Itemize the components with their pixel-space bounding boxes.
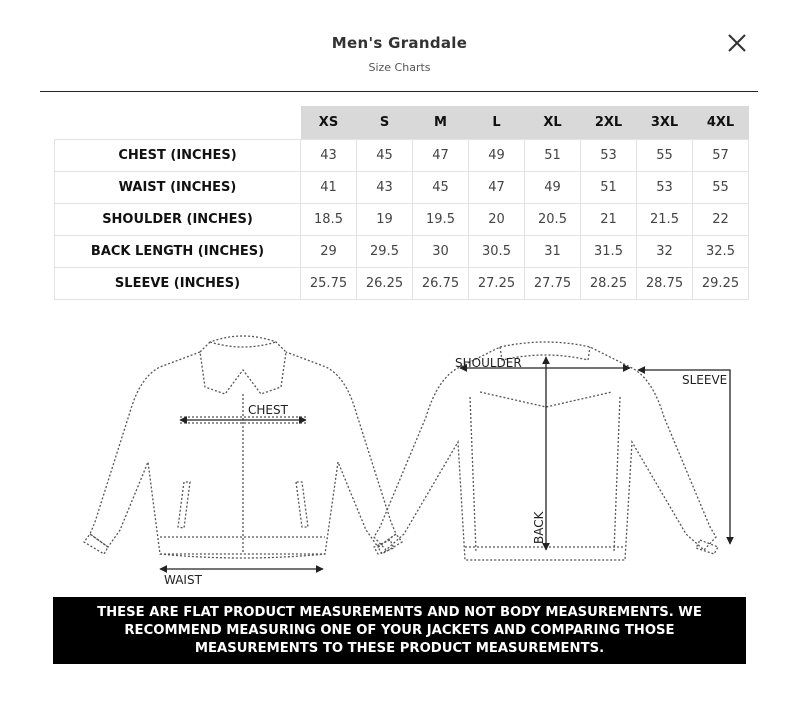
size-header: XS: [301, 106, 357, 140]
sleeve-measure-line: [638, 370, 730, 544]
jacket-measurement-illustration: [60, 322, 750, 592]
corner-cell: [55, 106, 301, 140]
back-label: BACK: [532, 511, 546, 544]
row-label: BACK LENGTH (INCHES): [55, 236, 301, 268]
table-cell: 53: [581, 140, 637, 172]
table-cell: 27.25: [469, 268, 525, 300]
size-header: L: [469, 106, 525, 140]
table-cell: 22: [693, 204, 749, 236]
waist-label: WAIST: [164, 573, 202, 587]
table-cell: 29.5: [357, 236, 413, 268]
size-header: 4XL: [693, 106, 749, 140]
shoulder-label: SHOULDER: [455, 356, 522, 370]
table-cell: 21: [581, 204, 637, 236]
table-cell: 47: [413, 140, 469, 172]
table-cell: 47: [469, 172, 525, 204]
table-cell: 19.5: [413, 204, 469, 236]
header-divider: [40, 91, 758, 92]
table-cell: 31.5: [581, 236, 637, 268]
table-cell: 31: [525, 236, 581, 268]
table-cell: 45: [357, 140, 413, 172]
table-cell: 32: [637, 236, 693, 268]
size-header-row: [55, 106, 749, 140]
size-header: M: [413, 106, 469, 140]
table-cell: 20: [469, 204, 525, 236]
row-label: CHEST (INCHES): [55, 140, 301, 172]
table-cell: 21.5: [637, 204, 693, 236]
table-cell: 41: [301, 172, 357, 204]
table-row: [55, 268, 749, 300]
modal-title: Men's Grandale: [331, 34, 468, 52]
table-row: [55, 172, 749, 204]
size-header: 2XL: [581, 106, 637, 140]
row-label: WAIST (INCHES): [55, 172, 301, 204]
table-cell: 53: [637, 172, 693, 204]
table-cell: 19: [357, 204, 413, 236]
row-label: SLEEVE (INCHES): [55, 268, 301, 300]
modal-header: [0, 0, 799, 94]
table-cell: 43: [357, 172, 413, 204]
table-cell: 51: [581, 172, 637, 204]
table-cell: 28.25: [581, 268, 637, 300]
table-cell: 57: [693, 140, 749, 172]
table-row: [55, 204, 749, 236]
chest-label: CHEST: [248, 403, 288, 417]
table-cell: 49: [525, 172, 581, 204]
table-cell: 45: [413, 172, 469, 204]
notice-line: RECOMMEND MEASURING ONE OF YOUR JACKETS AND COMPARING THOSE: [124, 622, 675, 638]
table-cell: 27.75: [525, 268, 581, 300]
jacket-front-drawing: [84, 336, 402, 558]
table-cell: 26.25: [357, 268, 413, 300]
size-chart-table: [54, 106, 749, 300]
measurement-notice-banner: [53, 597, 746, 664]
modal-subtitle: Size Charts: [368, 61, 431, 74]
size-header: 3XL: [637, 106, 693, 140]
size-header: S: [357, 106, 413, 140]
table-cell: 25.75: [301, 268, 357, 300]
table-cell: 30: [413, 236, 469, 268]
table-cell: 18.5: [301, 204, 357, 236]
table-cell: 29: [301, 236, 357, 268]
table-cell: 55: [693, 172, 749, 204]
table-cell: 55: [637, 140, 693, 172]
row-label: SHOULDER (INCHES): [55, 204, 301, 236]
close-button[interactable]: [724, 30, 750, 56]
size-header: XL: [525, 106, 581, 140]
table-cell: 29.25: [693, 268, 749, 300]
notice-line: MEASUREMENTS TO THESE PRODUCT MEASUREMENTS.: [194, 640, 605, 656]
table-cell: 43: [301, 140, 357, 172]
notice-line: THESE ARE FLAT PRODUCT MEASUREMENTS AND NOT BODY MEASUREMENTS. WE: [97, 604, 702, 620]
table-cell: 32.5: [693, 236, 749, 268]
table-cell: 20.5: [525, 204, 581, 236]
table-row: [55, 140, 749, 172]
table-row: [55, 236, 749, 268]
table-cell: 51: [525, 140, 581, 172]
table-cell: 26.75: [413, 268, 469, 300]
table-cell: 30.5: [469, 236, 525, 268]
table-cell: 28.75: [637, 268, 693, 300]
close-icon: [724, 30, 750, 56]
table-cell: 49: [469, 140, 525, 172]
sleeve-label: SLEEVE: [682, 373, 728, 387]
